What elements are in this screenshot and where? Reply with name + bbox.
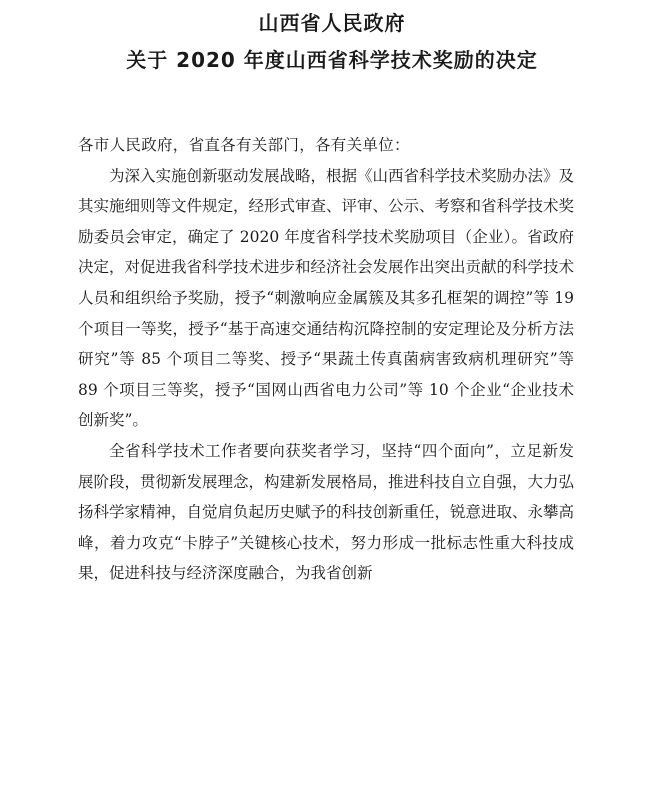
document-title [0, 10, 664, 73]
document-body [78, 130, 574, 589]
decision-title: 关于 2020 年度山西省科学技术奖励的决定 [126, 48, 538, 72]
issuer-title: 山西省人民政府 [258, 11, 406, 35]
paragraph-decision: 为深入实施创新驱动发展战略，根据《山西省科学技术奖励办法》及其实施细则等文件规定，经形式审查、评审、公示、考察和省科学技术奖励委员会审定，确定了 2020 年度省科学技术奖励项目（企业）。省政府决定，对促进我省科学技术进步和经济社会发展作出突出贡献的科学技术人员和组织给予奖励，授予“刺激响应金属簇及其多孔框架的调控”等 19 个项目一等奖，授予“基于高速交通结构沉降控制的安定理论及分析方法研究”等 85 个项目二等奖、授予“果蔬土传真菌病害致病机理研究”等 89 个项目三等奖，授予“国网山西省电力公司”等 10 个企业“企业技术创新奖”。 [78, 166, 575, 430]
salutation: 各市人民政府，省直各有关部门，各有关单位： [78, 136, 410, 154]
paragraph-call-to-action: 全省科学技术工作者要向获奖者学习，坚持“四个面向”，立足新发展阶段，贯彻新发展理念，构建新发展格局，推进科技自立自强，大力弘扬科学家精神，自觉肩负起历史赋予的科技创新重任，锐意进取、永攀高峰，着力攻克“卡脖子”关键核心技术，努力形成一批标志性重大科技成果，促进科技与经济深度融合，为我省创新 [78, 441, 575, 583]
